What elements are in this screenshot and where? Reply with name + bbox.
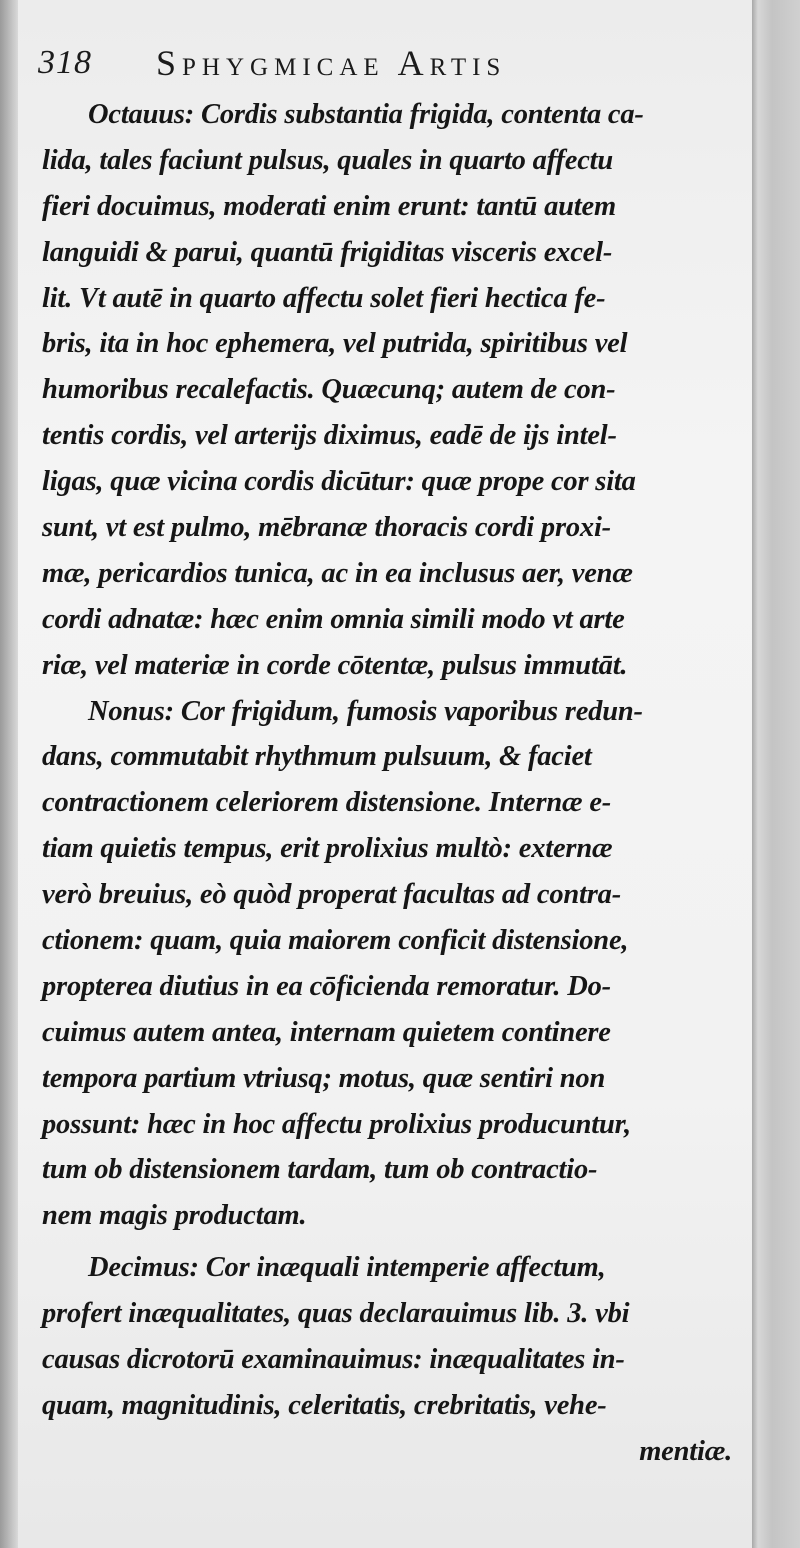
text-line: riæ, vel materiæ in corde cōtentæ, pulsus immutāt. [42,649,628,681]
text-line: Octauus: Cordis substantia frigida, contenta ca- [88,99,644,130]
text-line: humoribus recalefactis. Quæcunq; autem de con- [42,374,616,406]
text-line: bris, ita in hoc ephemera, vel putrida, spiritibus vel [42,328,628,360]
text-line: contractionem celeriorem distensione. Internæ e- [42,787,612,819]
text-line: profert inæqualitates, quas declarauimus lib. 3. vbi [42,1298,630,1330]
text-line: cordi adnatæ: hæc enim omnia simili modo vt arte [42,603,625,635]
text-line: lida, tales faciunt pulsus, quales in quarto affectu [42,144,614,176]
text-line: cuimus autem antea, internam quietem continere [42,1016,611,1048]
text-line: dans, commutabit rhythmum pulsuum, & faciet [42,741,592,773]
running-title: Sphygmicae Artis [156,43,507,83]
text-line: tempora partium vtriusq; motus, quæ sentiri non [42,1062,606,1094]
text-line: ligas, quæ vicina cordis dicūtur: quæ prope cor sita [42,466,636,498]
paragraph-decimus [42,1245,742,1474]
text-line: propterea diutius in ea cōficienda remoratur. Do- [42,970,611,1002]
text-line: tentis cordis, vel arterijs diximus, eadē de ijs intel- [42,420,617,452]
text-line: verò breuius, eò quòd properat facultas ad contra- [42,879,622,911]
page-header [38,40,638,90]
text-line: mentiæ. [639,1435,732,1467]
paragraph-nonus [42,689,742,1240]
paragraph-octauus [42,92,742,689]
text-line: languidi & parui, quantū frigiditas visceris excel- [42,236,613,268]
text-line: possunt: hæc in hoc affectu prolixius producuntur, [42,1108,631,1140]
text-line: tum ob distensionem tardam, tum ob contractio- [42,1154,598,1186]
text-line: lit. Vt autē in quarto affectu solet fieri hectica fe- [42,282,606,314]
text-line: fieri docuimus, moderati enim erunt: tantū autem [42,190,616,222]
text-line: quam, magnitudinis, celeritatis, crebritatis, vehe- [42,1389,607,1421]
text-line: nem magis productam. [42,1200,307,1232]
text-line: causas dicrotorū examinauimus: inæqualitates in- [42,1344,625,1376]
text-line: Nonus: Cor frigidum, fumosis vaporibus redun- [88,695,643,727]
text-line: tiam quietis tempus, erit prolixius multò: externæ [42,833,613,865]
text-line: sunt, vt est pulmo, mēbranæ thoracis cordi proxi- [42,512,611,544]
page-number: 318 [38,44,92,81]
text-line: mæ, pericardios tunica, ac in ea inclusus aer, venæ [42,557,633,589]
page-edge-shadow [752,0,800,1548]
text-line: ctionem: quam, quia maiorem conficit distensione, [42,925,629,957]
text-line: Decimus: Cor inæquali intemperie affectum, [88,1252,606,1284]
body-text [42,92,742,1475]
